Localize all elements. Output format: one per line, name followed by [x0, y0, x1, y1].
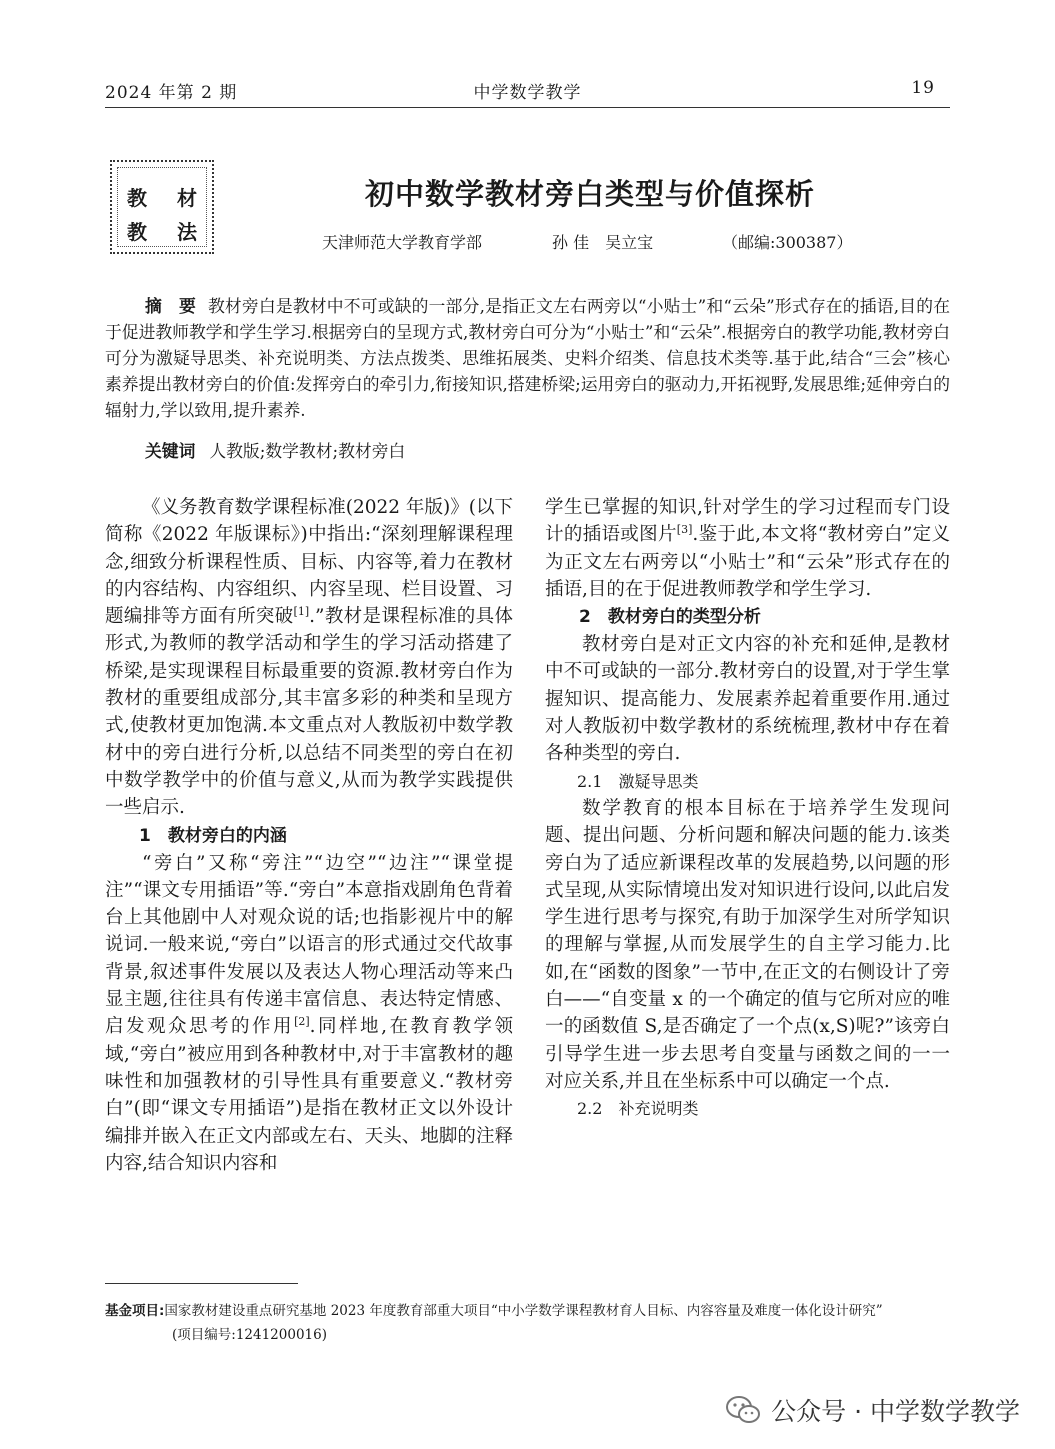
footnote-label: 基金项目:: [105, 1303, 165, 1319]
stamp-char: 教: [127, 220, 147, 244]
continued-paragraph: 学生已掌握的知识,针对学生的学习过程而专门设计的插语或图片[3].鉴于此,本文将“教材旁白”定义为正文左右两旁以“小贴士”和“云朵”形式存在的插语,目的在于促进教师教学和学生学习.: [545, 497, 950, 600]
stamp-char: 教: [127, 186, 147, 210]
column-stamp: [110, 160, 214, 254]
wechat-icon: [725, 1395, 761, 1425]
citation-ref: [3]: [676, 523, 693, 537]
footnote: [105, 1300, 955, 1322]
section-2-paragraph: 教材旁白是对正文内容的补充和延伸,是教材中不可或缺的一部分.教材旁白的设置,对于学生掌握知识、提高能力、发展素养起着重要作用.通过对人教版初中数学教材的系统梳理,教材中存在着各种类型的旁白.: [545, 634, 950, 765]
author-names: 孙 佳 吴立宝: [552, 233, 654, 252]
citation-ref: [1]: [293, 605, 310, 619]
affiliation: 天津师范大学教育学部: [322, 233, 483, 252]
page-number: 19: [911, 78, 935, 98]
abstract-label: 摘 要: [145, 296, 196, 316]
issue-number: 2024 年第 2 期: [105, 83, 238, 103]
wechat-watermark: [725, 1392, 1020, 1428]
section-2-2-heading: 2.2 补充说明类: [577, 1099, 699, 1119]
citation-ref: [2]: [294, 1015, 310, 1029]
keywords: [145, 438, 945, 464]
abstract: [105, 293, 950, 423]
project-number: (项目编号:1241200016): [172, 1327, 327, 1343]
stamp-char: 材: [177, 186, 197, 210]
section-2-1-paragraph: 数学教育的根本目标在于培养学生发现问题、提出问题、分析问题和解决问题的能力.该类旁白为了适应新课程改革的发展趋势,以问题的形式呈现,从实际情境出发对知识进行设问,以此启发学生进行思考与探究,有助于加深学生对所学知识的理解与掌握,从而发展学生的自主学习能力.比如,在“函数的图象”一节中,在正文的右侧设计了旁白——“自变量 x 的一个确定的值与它所对应的唯一的函数值 S,是否确定了一个点(x,S)呢?”该旁白引导学生进一步去思考自变量与函数之间的一一对应关系,并且在坐标系中可以确定一个点.: [545, 797, 950, 1092]
article-title: 初中数学教材旁白类型与价值探析: [364, 177, 815, 211]
section-2-1-heading: 2.1 激疑导思类: [577, 771, 699, 791]
watermark-text: 公众号 · 中学数学教学: [771, 1397, 1020, 1426]
footnote-rule: [105, 1283, 298, 1284]
header-rule: [105, 107, 950, 108]
footnote-text: 国家教材建设重点研究基地 2023 年度教育部重大项目“中小学数学课程教材育人目标、内容容量及难度一体化设计研究”: [164, 1303, 883, 1319]
journal-name: 中学数学教学: [473, 83, 582, 103]
section-1-heading: 1 教材旁白的内涵: [139, 825, 287, 846]
section-2-heading: 2 教材旁白的类型分析: [579, 607, 761, 628]
left-column: [105, 494, 513, 1177]
stamp-char: 法: [177, 220, 197, 244]
abstract-text: 教材旁白是教材中不可或缺的一部分,是指正文左右两旁以“小贴士”和“云朵”形式存在的插语,目的在于促进教师教学和学生学习.根据旁白的呈现方式,教材旁白可分为“小贴士”和“云朵”.根据旁白的教学功能,教材旁白可分为激疑导思类、补充说明类、方法点拨类、思维拓展类、史料介绍类、信息技术类等.基于此,结合“三会”核心素养提出教材旁白的价值:发挥旁白的牵引力,衔接知识,搭建桥梁;运用旁白的驱动力,开拓视野,发展思维;延伸旁白的辐射力,学以致用,提升素养.: [105, 296, 950, 420]
right-column: [545, 494, 950, 1123]
keywords-text: 人教版;数学教材;教材旁白: [209, 441, 406, 461]
intro-paragraph: 《义务教育数学课程标准(2022 年版)》(以下简称《2022 年版课标》)中指出:“深刻理解课程理念,细致分析课程性质、目标、内容等,着力在教材的内容结构、内容组织、内容呈现、栏目设置、习题编排等方面有所突破[1].”教材是课程标准的具体形式,为教师的教学活动和学生的学习活动搭建了桥梁,是实现课程目标最重要的资源.教材旁白作为教材的重要组成部分,其丰富多彩的种类和呈现方式,使教材更加饱满.本文重点对人教版初中数学教材中的旁白进行分析,以总结不同类型的旁白在初中数学教学中的价值与意义,从而为教学实践提供一些启示.: [105, 497, 513, 819]
keywords-label: 关键词: [145, 441, 196, 461]
postcode: （邮编:300387）: [722, 233, 853, 252]
section-1-paragraph: “旁白”又称“旁注”“边空”“边注”“课堂提注”“课文专用插语”等.“旁白”本意指戏剧角色背着台上其他剧中人对观众说的话;也指影视片中的解说词.一般来说,“旁白”以语言的形式通过交代故事背景,叙述事件发展以及表达人物心理活动等来凸显主题,往往具有传递丰富信息、表达特定情感、启发观众思考的作用[2].同样地,在教育教学领域,“旁白”被应用到各种教材中,对于丰富教材的趣味性和加强教材的引导性具有重要意义.“教材旁白”(即“课文专用插语”)是指在教材正文以外设计编排并嵌入在正文内部或左右、天头、地脚的注释内容,结合知识内容和: [105, 852, 513, 1174]
